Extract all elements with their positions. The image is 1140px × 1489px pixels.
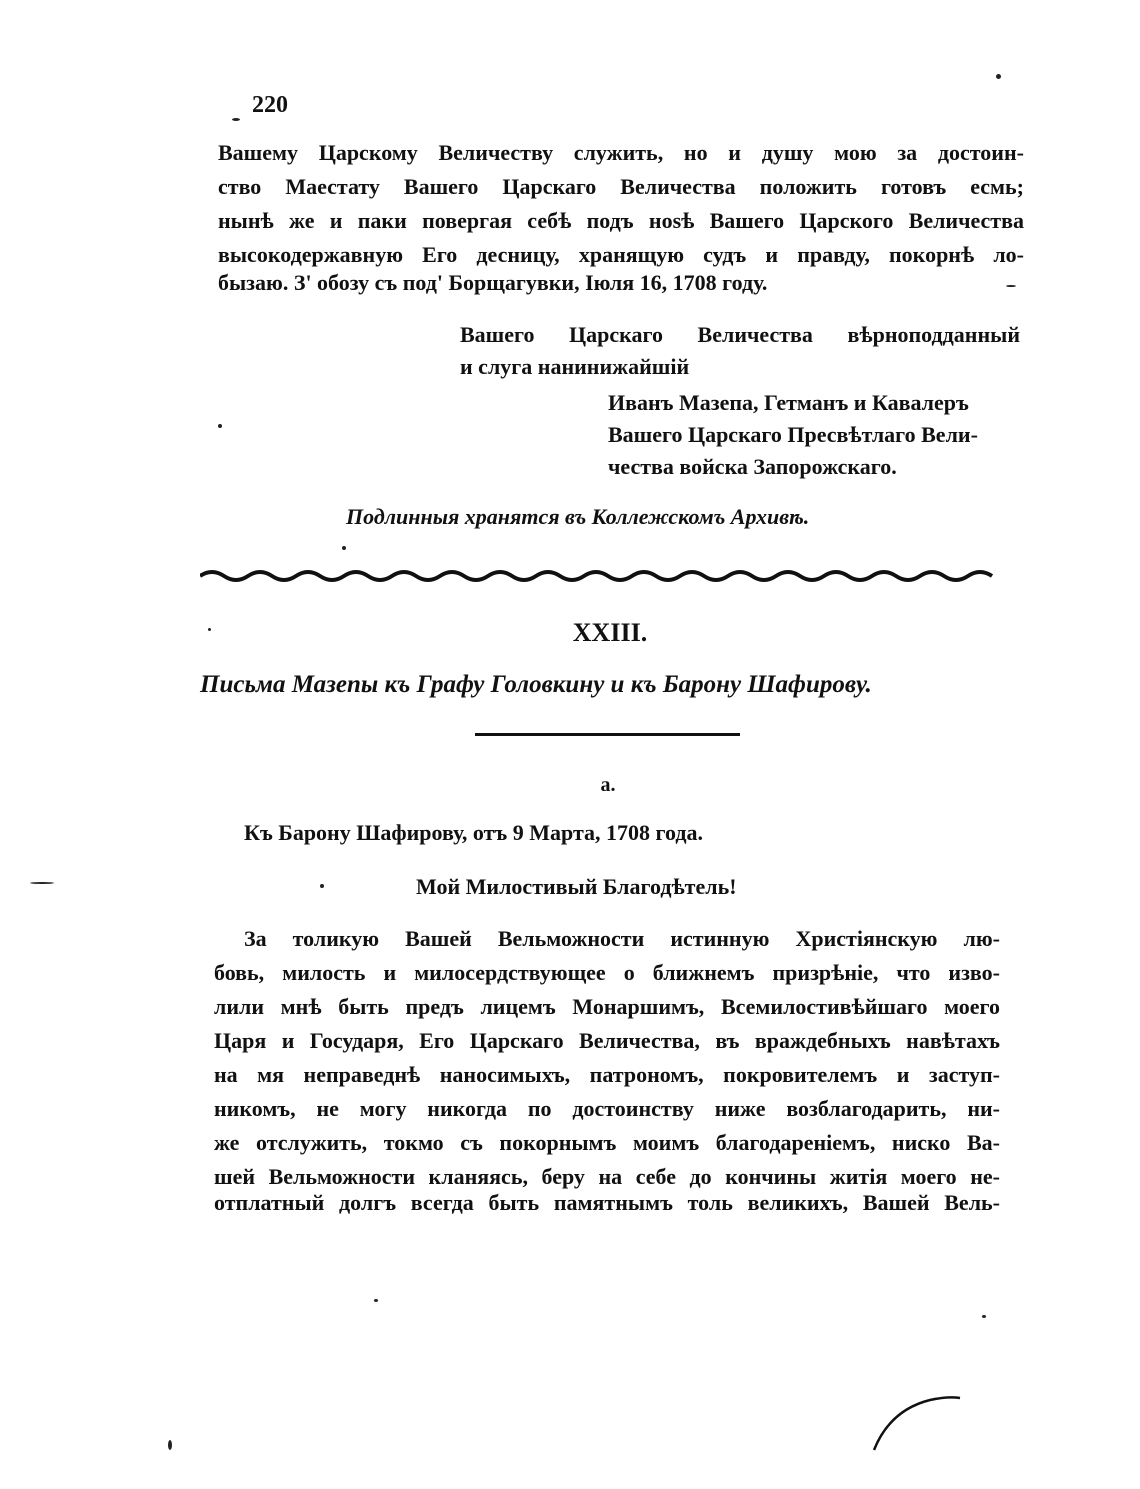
letter-end-line-5: бызаю. З' обозу съ под' Борщагувки, Іюля 16, 1708 году. xyxy=(218,270,768,295)
signature-name-line-2: Вашего Царскаго Пресвѣтлаго Вели- xyxy=(608,422,978,447)
scan-speck xyxy=(982,1315,986,1318)
body-line-4: Царя и Государя, Его Царскаго Величества, въ враждебныхъ навѣтахъ xyxy=(214,1028,1000,1053)
pen-stroke-mark xyxy=(860,1380,970,1460)
wavy-divider-ornament xyxy=(200,566,1000,590)
scan-speck xyxy=(218,424,222,428)
body-line-1: За толикую Вашей Вельможности истинную Христіянскую лю- xyxy=(244,926,1000,951)
page-number: 220 xyxy=(252,92,288,118)
body-line-2: бовь, милость и милосердствующее о ближнемъ призрѣніе, что изво- xyxy=(214,960,1000,985)
salutation: Мой Милостивый Благодѣтель! xyxy=(416,874,737,899)
signature-line-1: Вашего Царскаго Величества вѣрноподданный xyxy=(460,322,1020,347)
scan-speck xyxy=(342,546,346,550)
title-underline-rule xyxy=(475,733,740,736)
archive-note: Подлинныя хранятся въ Коллежскомъ Архивѣ. xyxy=(346,504,810,529)
letter-end-line-1: Вашему Царскому Величеству служить, но и душу мою за достоин- xyxy=(218,140,1024,165)
body-line-3: лили мнѣ быть предъ лицемъ Монаршимъ, Всемилостивѣйшаго моего xyxy=(214,994,1000,1019)
body-line-5: на мя неправеднѣ наносимыхъ, патрономъ, покровителемъ и заступ- xyxy=(214,1062,1000,1087)
section-numeral: XXIII. xyxy=(572,618,648,647)
letter-end-line-3: нынѣ же и паки повергая себѣ подъ ноѕѣ Вашего Царского Величества xyxy=(218,208,1024,233)
body-line-8: шей Вельможности кланяясь, беру на себе до кончины житія моего не- xyxy=(214,1164,1000,1189)
signature-name-line-3: чества войска Запорожскаго. xyxy=(608,454,897,479)
scan-speck xyxy=(374,1299,378,1302)
scan-speck xyxy=(30,882,54,884)
scan-speck xyxy=(168,1440,172,1450)
scan-speck xyxy=(1006,285,1016,287)
scan-speck xyxy=(232,118,240,121)
signature-name-line-1: Иванъ Мазепа, Гетманъ и Кавалеръ xyxy=(608,390,969,415)
scan-speck xyxy=(208,628,211,631)
body-line-9: отплатный долгъ всегда быть памятнымъ толь великихъ, Вашей Вель- xyxy=(214,1190,1000,1215)
letter-heading: Къ Барону Шафирову, отъ 9 Марта, 1708 года. xyxy=(244,820,703,845)
scan-speck xyxy=(996,74,1001,79)
scan-speck xyxy=(320,884,324,888)
sub-letter-label: a. xyxy=(600,774,616,796)
body-line-6: никомъ, не могу никогда по достоинству ниже возблагодарить, ни- xyxy=(214,1096,1000,1121)
letter-end-line-2: ство Маестату Вашего Царскаго Величества положить готовъ есмь; xyxy=(218,174,1024,199)
letter-end-line-4: высокодержавную Его десницу, хранящую судъ и правду, покорнѣ ло- xyxy=(218,242,1024,267)
signature-line-2: и слуга нанинижайшій xyxy=(460,354,690,379)
body-line-7: же отслужить, токмо съ покорнымъ моимъ благодареніемъ, ниско Ва- xyxy=(214,1130,1000,1155)
section-title: Письма Мазепы къ Графу Головкину и къ Барону Шафирову. xyxy=(200,671,872,698)
